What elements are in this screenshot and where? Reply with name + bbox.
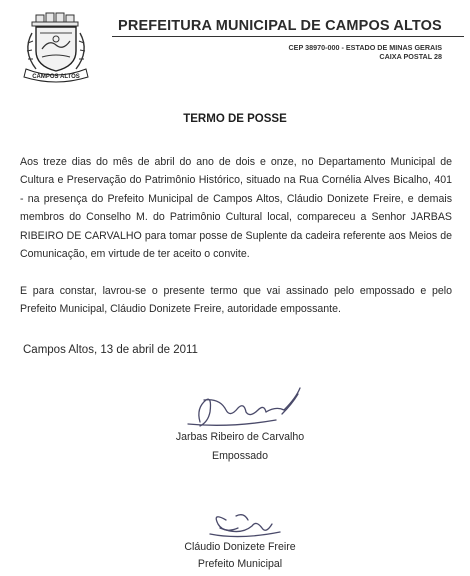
document-title: TERMO DE POSSE	[183, 113, 287, 125]
header-address: CEP 38970-000 - ESTADO DE MINAS GERAIS	[288, 43, 442, 52]
body-paragraph-2: E para constar, lavrou-se o presente termo que vai assinado pelo empossado e pelo Prefeito Municipal, Cláudio Donizete Freire, autoridade empossante.	[20, 285, 452, 316]
signature-2-icon	[210, 515, 280, 537]
signatory-1-role: Empossado	[212, 450, 268, 462]
header-postal-box: CAIXA POSTAL 28	[379, 52, 442, 61]
dateline: Campos Altos, 13 de abril de 2011	[23, 344, 198, 356]
signatory-2-name: Cláudio Donizete Freire	[184, 541, 296, 553]
svg-text:CAMPOS ALTOS: CAMPOS ALTOS	[32, 74, 80, 80]
body-paragraph-1: Aos treze dias do mês de abril do ano de dois e onze, no Departamento Municipal de Cultura e Preservação do Patrimônio Histórico, situado na Rua Cornélia Alves Bicalho, 401 - na presença do Prefeito Municipal de Campos Altos, Cláudio Donizete Freire, e demais membros do Conselho M. do Patrimônio Cultural local, compareceu a Senhor JARBAS RIBEIRO DE CARVALHO para tomar posse de Suplente da cadeira referente aos Meios de Comunicação, em virtude de ter aceito o convite.	[20, 156, 452, 261]
signatory-2-role: Prefeito Municipal	[197, 558, 283, 570]
signatory-1-name: Jarbas Ribeiro de Carvalho	[175, 431, 305, 443]
header-title: PREFEITURA MUNICIPAL DE CAMPOS ALTOS	[118, 18, 442, 34]
signature-1-icon	[188, 388, 300, 426]
